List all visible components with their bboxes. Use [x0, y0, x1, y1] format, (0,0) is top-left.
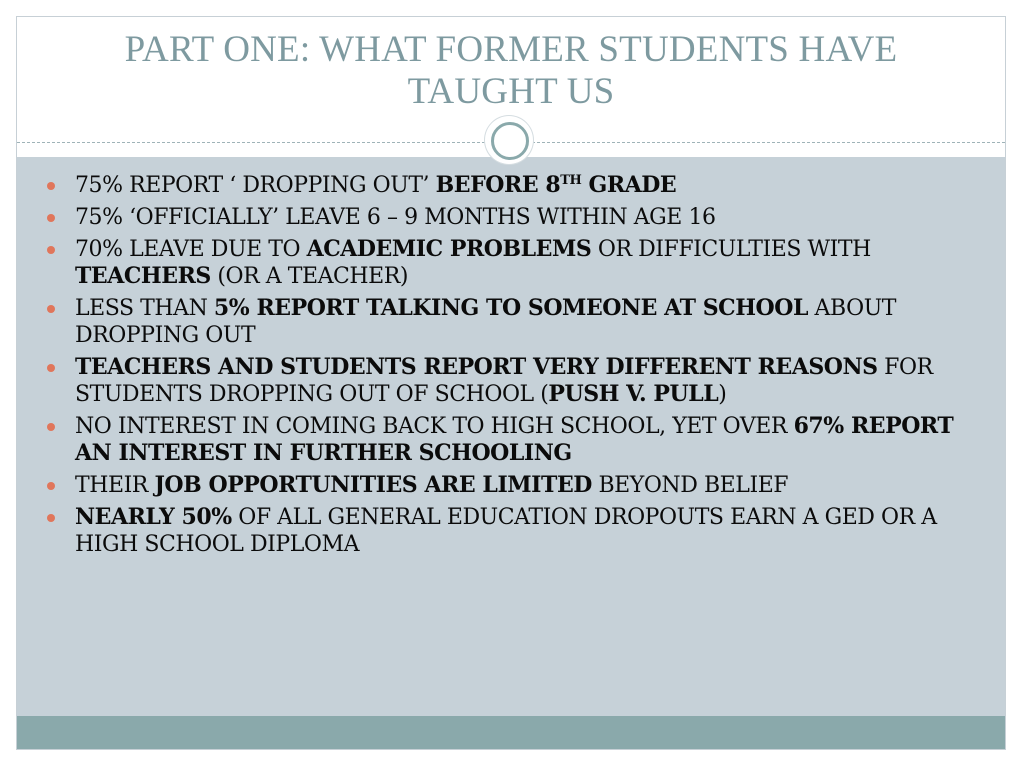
bullet-3-text-3: (OR A TEACHER) — [210, 264, 409, 289]
bullet-1-text: 75% REPORT ‘ DROPPING OUT’ — [75, 173, 436, 198]
bullet-item-8 — [44, 504, 984, 558]
bullet-7-text: THEIR — [75, 473, 155, 498]
bullet-dot-icon — [47, 482, 55, 490]
bullet-3-text-2: OR DIFFICULTIES WITH — [591, 237, 871, 262]
bullet-2-text: 75% ‘OFFICIALLY’ LEAVE 6 – 9 MONTHS WITHIN AGE 16 — [75, 205, 716, 230]
bullet-5-bold: TEACHERS AND STUDENTS REPORT VERY DIFFERENT REASONS — [75, 354, 878, 380]
bullet-5-text: FOR STUDENTS DROPPING OUT OF SCHOOL ( — [75, 355, 933, 407]
bullet-1-bold-end: GRADE — [581, 172, 677, 198]
circle-ornament-icon — [485, 116, 533, 164]
bullet-4-bold: 5% REPORT TALKING TO SOMEONE AT SCHOOL — [213, 295, 808, 321]
slide-title: PART ONE: WHAT FORMER STUDENTS HAVE TAUGHT US — [124, 29, 898, 112]
bullet-1-superscript: TH — [560, 173, 582, 188]
bullet-item-4 — [44, 295, 984, 349]
bullet-dot-icon — [47, 246, 55, 254]
bullet-item-1 — [44, 172, 984, 199]
bullet-3-text: 70% LEAVE DUE TO — [75, 237, 307, 262]
bullet-6-text: NO INTEREST IN COMING BACK TO HIGH SCHOOL, YET OVER — [75, 414, 794, 439]
bullet-5-bold-2: PUSH V. PULL — [548, 381, 719, 407]
bullet-3-bold: ACADEMIC PROBLEMS — [306, 236, 592, 262]
bullet-4-text-2: ABOUT DROPPING OUT — [75, 296, 897, 348]
bullet-item-2 — [44, 204, 984, 231]
bullet-item-6 — [44, 413, 984, 467]
ring-icon — [491, 122, 529, 160]
bullet-6-bold: 67% REPORT AN INTEREST IN FURTHER SCHOOLING — [75, 413, 954, 466]
bullet-8-text: OF ALL GENERAL EDUCATION DROPOUTS EARN A GED OR A HIGH SCHOOL DIPLOMA — [75, 505, 937, 557]
bullet-item-7 — [44, 472, 984, 499]
bullet-dot-icon — [47, 364, 55, 372]
bullet-dot-icon — [47, 423, 55, 431]
bullet-8-bold: NEARLY 50% — [75, 504, 232, 530]
bullet-item-3 — [44, 236, 984, 290]
bullet-1-bold: BEFORE 8 — [435, 172, 561, 198]
bullet-dot-icon — [47, 514, 55, 522]
footer-bar — [17, 716, 1005, 749]
bullet-4-text: LESS THAN — [75, 296, 214, 321]
bullet-dot-icon — [47, 305, 55, 313]
bullet-dot-icon — [47, 182, 55, 190]
bullet-list — [44, 172, 984, 563]
bullet-7-text-2: BEYOND BELIEF — [591, 473, 789, 498]
bullet-dot-icon — [47, 214, 55, 222]
bullet-3-bold-2: TEACHERS — [75, 263, 211, 289]
bullet-5-text-2: ) — [718, 382, 727, 407]
bullet-7-bold: JOB OPPORTUNITIES ARE LIMITED — [154, 472, 592, 498]
bullet-item-5 — [44, 354, 984, 408]
